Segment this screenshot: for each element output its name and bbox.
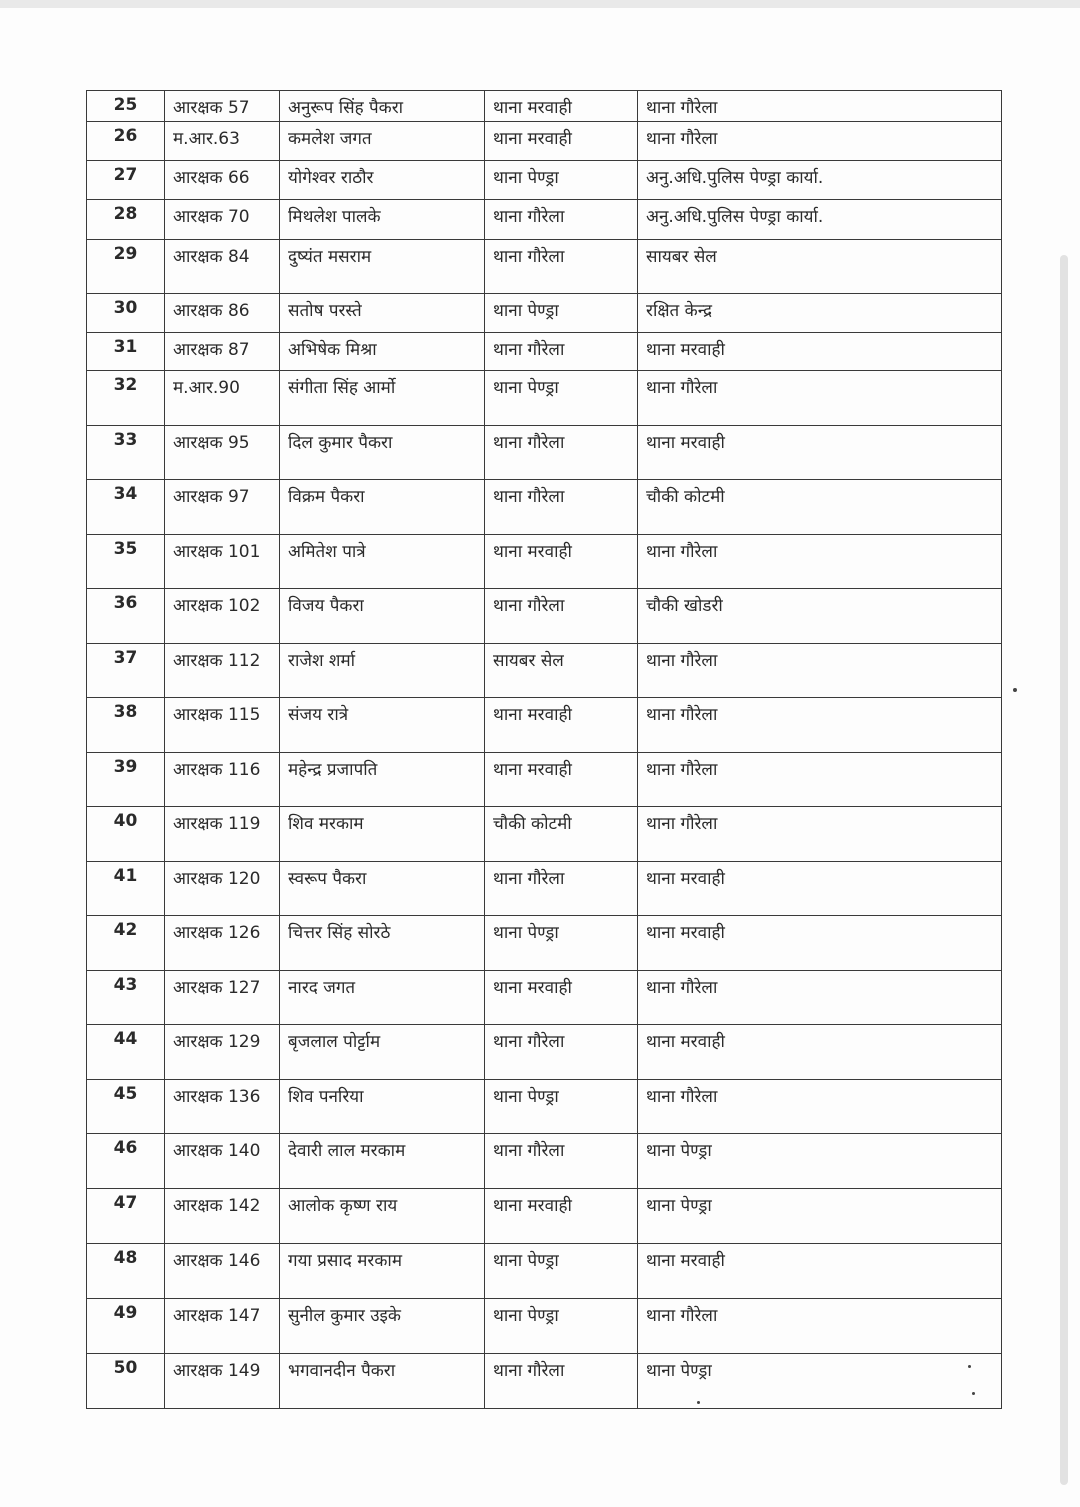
current-posting-cell: थाना मरवाही — [485, 698, 638, 753]
transfer-list-table — [86, 90, 1002, 1409]
rank-cell: आरक्षक 66 — [165, 161, 280, 200]
table-row — [87, 1080, 1002, 1134]
rank-cell: आरक्षक 112 — [165, 644, 280, 698]
serial-number-cell: 26 — [87, 122, 165, 161]
table-row — [87, 1354, 1002, 1409]
table-row — [87, 807, 1002, 862]
rank-cell: आरक्षक 126 — [165, 916, 280, 971]
table-row — [87, 1025, 1002, 1080]
current-posting-cell: थाना मरवाही — [485, 535, 638, 589]
table-row — [87, 91, 1002, 122]
table-row — [87, 698, 1002, 753]
table-row — [87, 862, 1002, 916]
current-posting-cell: थाना पेण्ड्रा — [485, 1080, 638, 1134]
employee-name-cell: देवारी लाल मरकाम — [280, 1134, 485, 1189]
table-row — [87, 1134, 1002, 1189]
employee-name-cell: दुष्यंत मसराम — [280, 240, 485, 294]
new-posting-cell: चौकी कोटमी — [638, 480, 1002, 535]
new-posting-cell: थाना गौरेला — [638, 807, 1002, 862]
employee-name-cell: अनुरूप सिंह पैकरा — [280, 91, 485, 122]
rank-cell: म.आर.90 — [165, 371, 280, 426]
current-posting-cell: थाना पेण्ड्रा — [485, 916, 638, 971]
serial-number-cell: 43 — [87, 971, 165, 1025]
serial-number-cell: 31 — [87, 333, 165, 371]
scan-speck — [972, 1392, 975, 1395]
current-posting-cell: थाना मरवाही — [485, 971, 638, 1025]
rank-cell: आरक्षक 70 — [165, 200, 280, 240]
scan-speck — [1013, 688, 1017, 692]
table-row — [87, 333, 1002, 371]
current-posting-cell: थाना गौरेला — [485, 240, 638, 294]
rank-cell: आरक्षक 84 — [165, 240, 280, 294]
table-body — [87, 91, 1002, 1409]
serial-number-cell: 40 — [87, 807, 165, 862]
current-posting-cell: थाना गौरेला — [485, 480, 638, 535]
serial-number-cell: 39 — [87, 753, 165, 807]
employee-name-cell: विजय पैकरा — [280, 589, 485, 644]
rank-cell: म.आर.63 — [165, 122, 280, 161]
page-top-edge — [0, 0, 1080, 8]
table-row — [87, 480, 1002, 535]
current-posting-cell: थाना मरवाही — [485, 753, 638, 807]
table-row — [87, 753, 1002, 807]
new-posting-cell: थाना मरवाही — [638, 1244, 1002, 1299]
serial-number-cell: 32 — [87, 371, 165, 426]
new-posting-cell: थाना गौरेला — [638, 535, 1002, 589]
serial-number-cell: 48 — [87, 1244, 165, 1299]
rank-cell: आरक्षक 129 — [165, 1025, 280, 1080]
serial-number-cell: 50 — [87, 1354, 165, 1409]
new-posting-cell: थाना मरवाही — [638, 862, 1002, 916]
serial-number-cell: 44 — [87, 1025, 165, 1080]
table-row — [87, 971, 1002, 1025]
serial-number-cell: 34 — [87, 480, 165, 535]
table-row — [87, 1244, 1002, 1299]
employee-name-cell: आलोक कृष्ण राय — [280, 1189, 485, 1244]
employee-name-cell: शिव मरकाम — [280, 807, 485, 862]
current-posting-cell: थाना मरवाही — [485, 1189, 638, 1244]
employee-name-cell: अभिषेक मिश्रा — [280, 333, 485, 371]
serial-number-cell: 49 — [87, 1299, 165, 1354]
table-row — [87, 589, 1002, 644]
rank-cell: आरक्षक 149 — [165, 1354, 280, 1409]
serial-number-cell: 41 — [87, 862, 165, 916]
serial-number-cell: 42 — [87, 916, 165, 971]
employee-name-cell: राजेश शर्मा — [280, 644, 485, 698]
serial-number-cell: 30 — [87, 294, 165, 333]
serial-number-cell: 33 — [87, 426, 165, 480]
rank-cell: आरक्षक 95 — [165, 426, 280, 480]
new-posting-cell: थाना गौरेला — [638, 91, 1002, 122]
rank-cell: आरक्षक 87 — [165, 333, 280, 371]
current-posting-cell: थाना गौरेला — [485, 200, 638, 240]
employee-name-cell: संगीता सिंह आर्मो — [280, 371, 485, 426]
new-posting-cell: थाना गौरेला — [638, 371, 1002, 426]
scan-speck — [968, 1365, 971, 1368]
current-posting-cell: थाना गौरेला — [485, 426, 638, 480]
employee-name-cell: संजय रात्रे — [280, 698, 485, 753]
employee-name-cell: बृजलाल पोर्ट्टाम — [280, 1025, 485, 1080]
rank-cell: आरक्षक 57 — [165, 91, 280, 122]
rank-cell: आरक्षक 120 — [165, 862, 280, 916]
new-posting-cell: थाना मरवाही — [638, 916, 1002, 971]
new-posting-cell: थाना गौरेला — [638, 644, 1002, 698]
current-posting-cell: थाना गौरेला — [485, 1134, 638, 1189]
serial-number-cell: 38 — [87, 698, 165, 753]
new-posting-cell: थाना गौरेला — [638, 122, 1002, 161]
scan-speck — [697, 1401, 700, 1404]
serial-number-cell: 46 — [87, 1134, 165, 1189]
table-row — [87, 426, 1002, 480]
serial-number-cell: 45 — [87, 1080, 165, 1134]
new-posting-cell: थाना पेण्ड्रा — [638, 1354, 1002, 1409]
rank-cell: आरक्षक 127 — [165, 971, 280, 1025]
current-posting-cell: थाना मरवाही — [485, 122, 638, 161]
rank-cell: आरक्षक 97 — [165, 480, 280, 535]
serial-number-cell: 25 — [87, 91, 165, 122]
table-row — [87, 916, 1002, 971]
current-posting-cell: चौकी कोटमी — [485, 807, 638, 862]
employee-name-cell: योगेश्वर राठौर — [280, 161, 485, 200]
serial-number-cell: 36 — [87, 589, 165, 644]
current-posting-cell: थाना गौरेला — [485, 1025, 638, 1080]
new-posting-cell: थाना गौरेला — [638, 1080, 1002, 1134]
new-posting-cell: रक्षित केन्द्र — [638, 294, 1002, 333]
current-posting-cell: थाना पेण्ड्रा — [485, 1244, 638, 1299]
table-row — [87, 1189, 1002, 1244]
serial-number-cell: 29 — [87, 240, 165, 294]
table-row — [87, 1299, 1002, 1354]
new-posting-cell: थाना मरवाही — [638, 426, 1002, 480]
new-posting-cell: थाना मरवाही — [638, 1025, 1002, 1080]
rank-cell: आरक्षक 140 — [165, 1134, 280, 1189]
scrollbar[interactable] — [1060, 255, 1068, 1485]
table-row — [87, 371, 1002, 426]
rank-cell: आरक्षक 101 — [165, 535, 280, 589]
rank-cell: आरक्षक 86 — [165, 294, 280, 333]
rank-cell: आरक्षक 142 — [165, 1189, 280, 1244]
table-row — [87, 644, 1002, 698]
current-posting-cell: थाना पेण्ड्रा — [485, 1299, 638, 1354]
employee-name-cell: स्वरूप पैकरा — [280, 862, 485, 916]
current-posting-cell: थाना गौरेला — [485, 589, 638, 644]
new-posting-cell: थाना पेण्ड्रा — [638, 1189, 1002, 1244]
current-posting-cell: थाना गौरेला — [485, 1354, 638, 1409]
rank-cell: आरक्षक 147 — [165, 1299, 280, 1354]
employee-name-cell: विक्रम पैकरा — [280, 480, 485, 535]
new-posting-cell: चौकी खोडरी — [638, 589, 1002, 644]
new-posting-cell: सायबर सेल — [638, 240, 1002, 294]
new-posting-cell: थाना गौरेला — [638, 971, 1002, 1025]
rank-cell: आरक्षक 102 — [165, 589, 280, 644]
rank-cell: आरक्षक 146 — [165, 1244, 280, 1299]
table-row — [87, 535, 1002, 589]
current-posting-cell: थाना पेण्ड्रा — [485, 294, 638, 333]
new-posting-cell: थाना गौरेला — [638, 753, 1002, 807]
current-posting-cell: थाना गौरेला — [485, 862, 638, 916]
employee-name-cell: नारद जगत — [280, 971, 485, 1025]
current-posting-cell: थाना गौरेला — [485, 333, 638, 371]
employee-name-cell: दिल कुमार पैकरा — [280, 426, 485, 480]
employee-name-cell: शिव पनरिया — [280, 1080, 485, 1134]
employee-name-cell: चित्तर सिंह सोरठे — [280, 916, 485, 971]
table-row — [87, 122, 1002, 161]
current-posting-cell: सायबर सेल — [485, 644, 638, 698]
rank-cell: आरक्षक 119 — [165, 807, 280, 862]
serial-number-cell: 47 — [87, 1189, 165, 1244]
rank-cell: आरक्षक 115 — [165, 698, 280, 753]
current-posting-cell: थाना मरवाही — [485, 91, 638, 122]
serial-number-cell: 35 — [87, 535, 165, 589]
table-row — [87, 161, 1002, 200]
new-posting-cell: थाना मरवाही — [638, 333, 1002, 371]
new-posting-cell: थाना गौरेला — [638, 1299, 1002, 1354]
employee-name-cell: मिथलेश पालके — [280, 200, 485, 240]
employee-name-cell: महेन्द्र प्रजापति — [280, 753, 485, 807]
serial-number-cell: 37 — [87, 644, 165, 698]
new-posting-cell: अनु.अधि.पुलिस पेण्ड्रा कार्या. — [638, 200, 1002, 240]
serial-number-cell: 28 — [87, 200, 165, 240]
rank-cell: आरक्षक 116 — [165, 753, 280, 807]
table-row — [87, 240, 1002, 294]
serial-number-cell: 27 — [87, 161, 165, 200]
new-posting-cell: थाना गौरेला — [638, 698, 1002, 753]
employee-name-cell: सतोष परस्ते — [280, 294, 485, 333]
new-posting-cell: थाना पेण्ड्रा — [638, 1134, 1002, 1189]
employee-name-cell: अमितेश पात्रे — [280, 535, 485, 589]
table-row — [87, 200, 1002, 240]
new-posting-cell: अनु.अधि.पुलिस पेण्ड्रा कार्या. — [638, 161, 1002, 200]
employee-name-cell: भगवानदीन पैकरा — [280, 1354, 485, 1409]
employee-name-cell: कमलेश जगत — [280, 122, 485, 161]
employee-name-cell: गया प्रसाद मरकाम — [280, 1244, 485, 1299]
current-posting-cell: थाना पेण्ड्रा — [485, 371, 638, 426]
rank-cell: आरक्षक 136 — [165, 1080, 280, 1134]
current-posting-cell: थाना पेण्ड्रा — [485, 161, 638, 200]
employee-name-cell: सुनील कुमार उइके — [280, 1299, 485, 1354]
table-row — [87, 294, 1002, 333]
